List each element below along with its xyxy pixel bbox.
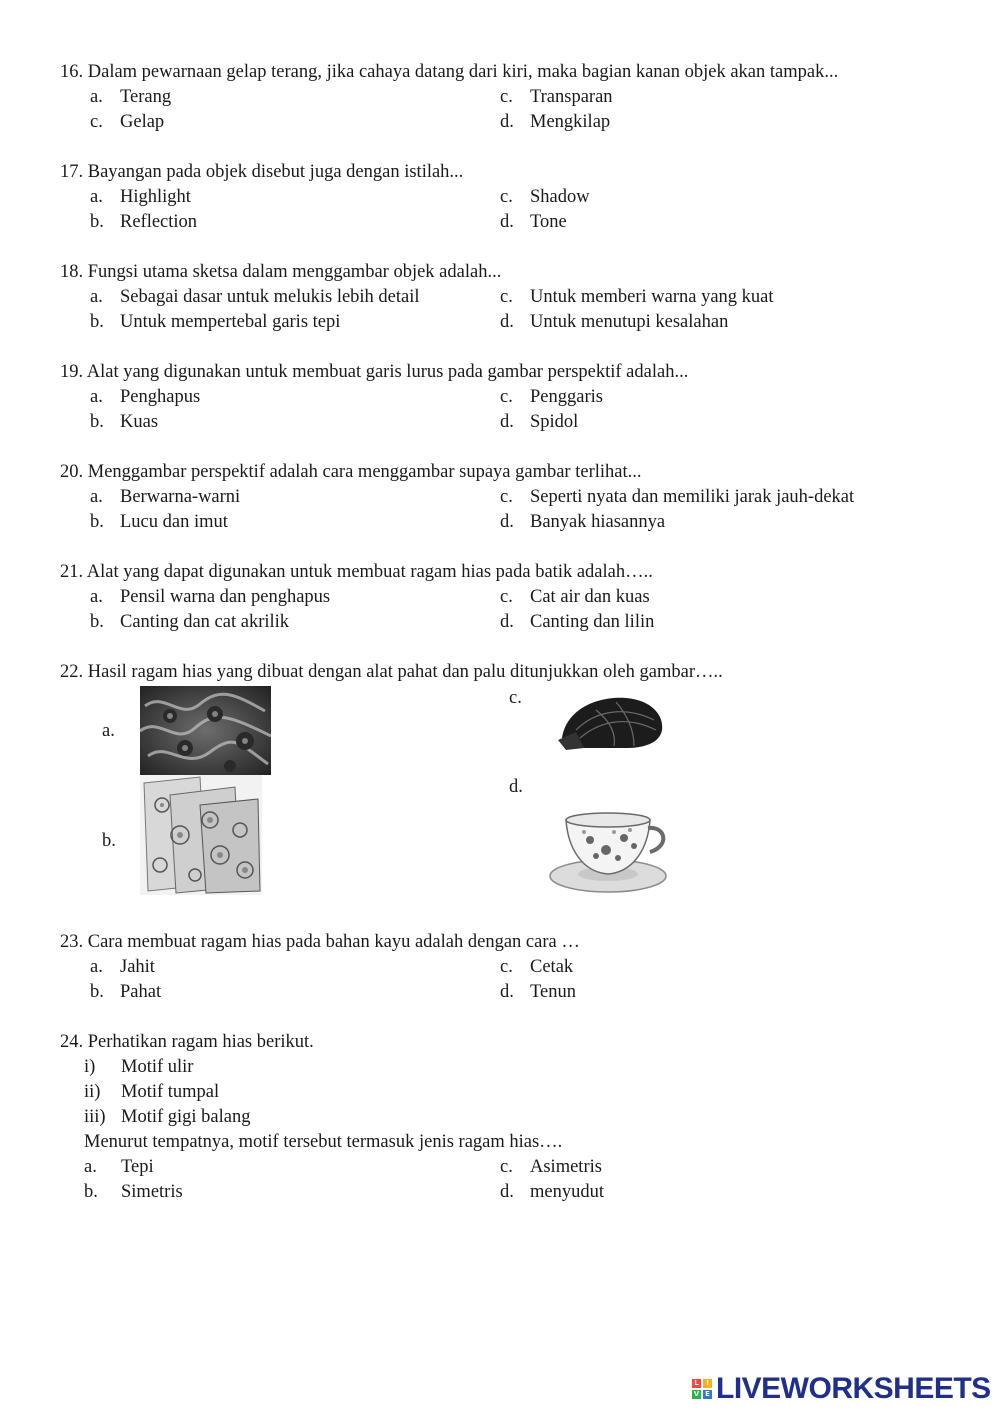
option-text: Spidol [530,412,579,432]
question-number: 21. [60,562,84,582]
option-17-c[interactable] [500,185,590,210]
option-letter: d. [500,212,514,232]
option-text: Sebagai dasar untuk melukis lebih detail [120,287,420,307]
logo-mark-cell: L [692,1379,701,1388]
option-17-a[interactable] [90,185,191,210]
question-number: 17. [60,162,84,182]
list-item [84,1080,219,1105]
option-23-b[interactable] [90,980,161,1005]
option-24-d[interactable] [500,1180,604,1205]
option-21-b[interactable] [90,610,289,635]
option-letter: b. [90,412,104,432]
question-18 [60,260,501,285]
option-17-d[interactable] [500,210,567,235]
option-text: Highlight [120,187,191,207]
list-number: i) [84,1057,96,1077]
teacup-image[interactable] [548,806,670,898]
question-text: Hasil ragam hias yang dibuat dengan alat pahat dan palu ditunjukkan oleh gambar….. [87,662,723,682]
question-number: 18. [60,262,84,282]
option-text: Lucu dan imut [120,512,228,532]
option-letter: c. [90,112,103,132]
option-letter: a. [90,87,103,107]
option-letter: d. [500,1182,514,1202]
question-22 [60,660,723,685]
option-19-b[interactable] [90,410,158,435]
option-19-a[interactable] [90,385,200,410]
option-20-a[interactable] [90,485,240,510]
question-text: Alat yang digunakan untuk membuat garis lurus pada gambar perspektif adalah... [86,362,689,382]
option-18-d[interactable] [500,310,728,335]
question-text: Alat yang dapat digunakan untuk membuat ragam hias pada batik adalah….. [86,562,653,582]
option-23-c[interactable] [500,955,573,980]
option-letter: d. [500,112,514,132]
option-text: Tenun [530,982,576,1002]
list-number: iii) [84,1107,106,1127]
question-17 [60,160,463,185]
option-text: Penggaris [530,387,603,407]
list-text: Motif tumpal [121,1082,220,1102]
list-item [84,1055,193,1080]
option-letter: d. [500,612,514,632]
option-19-c[interactable] [500,385,603,410]
option-18-a[interactable] [90,285,420,310]
option-text: Canting dan cat akrilik [120,612,290,632]
option-letter: b. [90,982,104,1002]
question-number: 20. [60,462,84,482]
option-22-c-letter[interactable]: c. [509,688,522,708]
option-text: Terang [120,87,172,107]
option-text: Jahit [120,957,155,977]
option-text: Pahat [120,982,162,1002]
option-18-c[interactable] [500,285,774,310]
option-text: Untuk memberi warna yang kuat [530,287,774,307]
option-23-d[interactable] [500,980,576,1005]
list-number: ii) [84,1082,101,1102]
question-21 [60,560,653,585]
option-text: Untuk menutupi kesalahan [530,312,729,332]
option-letter: c. [500,957,513,977]
question-number: 16. [60,62,84,82]
question-text: Menggambar perspektif adalah cara menggambar supaya gambar terlihat... [87,462,642,482]
option-22-b-letter[interactable]: b. [102,831,116,851]
liveworksheets-logo[interactable] [692,1371,991,1407]
option-16-a[interactable] [90,85,171,110]
option-text: Tone [530,212,567,232]
option-text: Reflection [120,212,198,232]
option-text: Kuas [120,412,159,432]
option-text: Seperti nyata dan memiliki jarak jauh-dekat [530,487,855,507]
option-16-d[interactable] [500,110,610,135]
option-text: Transparan [530,87,613,107]
option-letter: a. [90,487,103,507]
logo-mark-icon [692,1379,712,1399]
option-text: Shadow [530,187,590,207]
option-19-d[interactable] [500,410,578,435]
option-letter: c. [500,187,513,207]
option-22-d-letter[interactable]: d. [509,777,523,797]
option-24-a[interactable] [84,1155,154,1180]
option-letter: b. [84,1182,98,1202]
option-letter: d. [500,412,514,432]
option-text: Gelap [120,112,165,132]
option-letter: c. [500,387,513,407]
option-21-a[interactable] [90,585,330,610]
option-text: Mengkilap [530,112,611,132]
option-20-b[interactable] [90,510,228,535]
question-number: 23. [60,932,84,952]
option-text: Penghapus [120,387,201,407]
option-letter: a. [90,957,103,977]
question-19 [60,360,688,385]
option-22-a-letter[interactable]: a. [102,721,115,741]
blangkon-image[interactable] [556,690,668,754]
list-item [84,1105,250,1130]
option-text: Cetak [530,957,574,977]
question-20 [60,460,642,485]
option-text: Asimetris [530,1157,602,1177]
option-letter: d. [500,512,514,532]
option-20-c[interactable] [500,485,854,510]
list-text: Motif ulir [121,1057,194,1077]
option-23-a[interactable] [90,955,155,980]
option-20-d[interactable] [500,510,665,535]
question-number: 24. [60,1032,84,1052]
question-text: Perhatikan ragam hias berikut. [87,1032,314,1052]
option-17-b[interactable] [90,210,197,235]
option-letter: b. [90,312,104,332]
option-text: Simetris [121,1182,183,1202]
option-text: Tepi [121,1157,154,1177]
logo-mark-cell: I [703,1379,712,1388]
question-number: 22. [60,662,84,682]
question-16 [60,60,838,85]
carved-wood-image[interactable] [140,686,271,775]
option-letter: a. [90,587,103,607]
question-24-prompt: Menurut tempatnya, motif tersebut termasuk jenis ragam hias…. [84,1132,563,1152]
option-letter: d. [500,982,514,1002]
option-text: Berwarna-warni [120,487,241,507]
logo-mark-cell: V [693,1390,700,1398]
option-letter: c. [500,87,513,107]
option-letter: b. [90,612,104,632]
option-letter: c. [500,287,513,307]
question-text: Dalam pewarnaan gelap terang, jika cahaya datang dari kiri, maka bagian kanan objek akan tampak... [87,62,839,82]
question-text: Fungsi utama sketsa dalam menggambar objek adalah... [87,262,502,282]
option-letter: a. [90,287,103,307]
option-letter: c. [500,587,513,607]
option-18-b[interactable] [90,310,340,335]
option-text: Pensil warna dan penghapus [120,587,331,607]
question-text: Bayangan pada objek disebut juga dengan istilah... [87,162,464,182]
option-21-d[interactable] [500,610,654,635]
logo-mark-cell: E [703,1390,712,1399]
option-text: menyudut [530,1182,604,1202]
option-16-c2[interactable] [90,110,164,135]
option-text: Banyak hiasannya [530,512,666,532]
option-24-b[interactable] [84,1180,183,1205]
option-text: Untuk mempertebal garis tepi [120,312,341,332]
list-text: Motif gigi balang [121,1107,251,1127]
option-24-c[interactable] [500,1155,602,1180]
option-letter: b. [90,212,104,232]
question-23 [60,930,580,955]
option-text: Canting dan lilin [530,612,655,632]
question-text: Cara membuat ragam hias pada bahan kayu adalah dengan cara … [87,932,580,952]
option-21-c[interactable] [500,585,650,610]
logo-text: LIVEWORKSHEETS [716,1372,991,1405]
option-letter: a. [90,387,103,407]
option-letter: b. [90,512,104,532]
option-text: Cat air dan kuas [530,587,650,607]
question-number: 19. [60,362,84,382]
option-letter: a. [90,187,103,207]
batik-cloth-image[interactable] [140,775,262,895]
option-letter: d. [500,312,514,332]
option-letter: a. [84,1157,97,1177]
option-letter: c. [500,1157,513,1177]
option-16-c[interactable] [500,85,613,110]
option-letter: c. [500,487,513,507]
question-24 [60,1030,314,1055]
